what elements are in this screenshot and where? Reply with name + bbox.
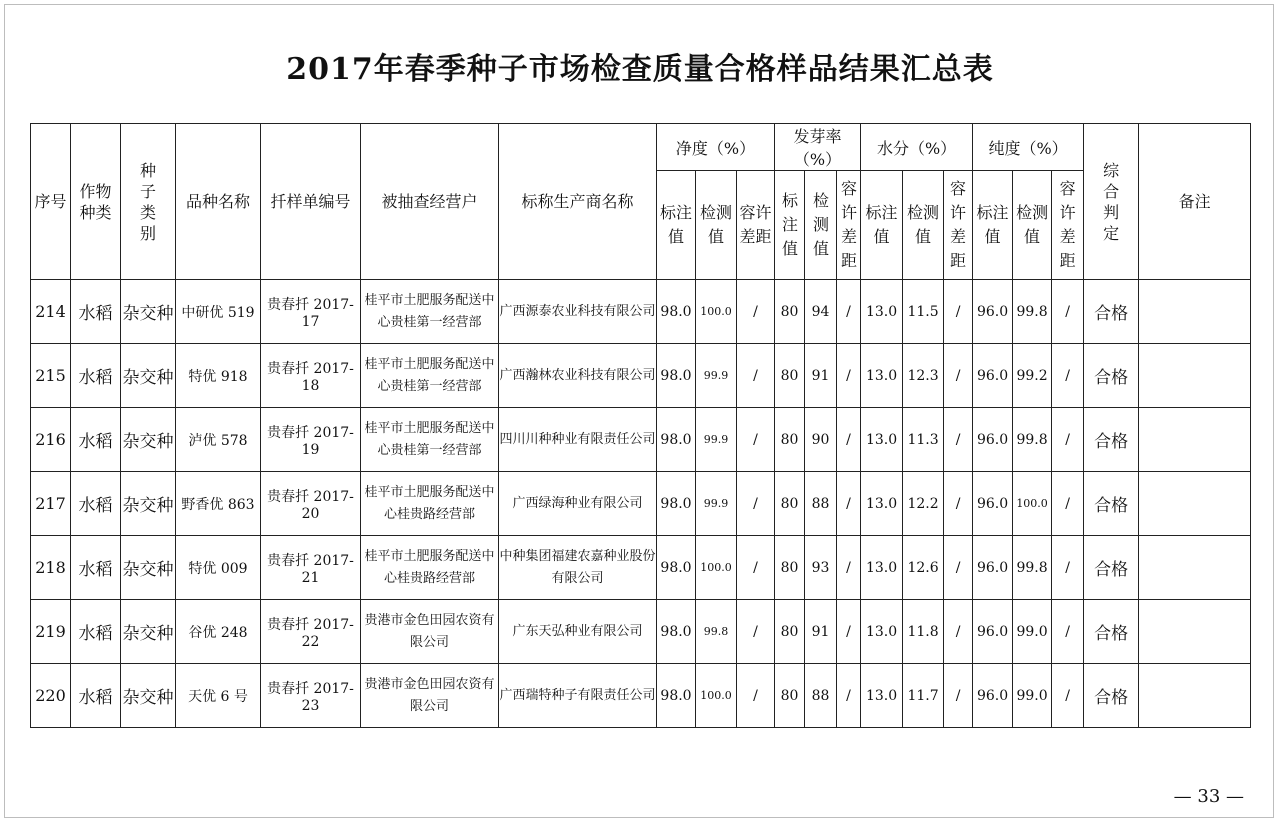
row-germ-tolerance: / — [837, 408, 861, 472]
row-sample-no: 贵春扦 2017-17 — [261, 280, 361, 344]
header-purity: 纯度（%） — [973, 124, 1084, 171]
row-net-measured: 100.0 — [696, 536, 737, 600]
table-row — [31, 408, 1251, 472]
page-number: — 33 — — [1173, 786, 1244, 807]
row-purity-labeled: 96.0 — [973, 344, 1013, 408]
row-purity-tolerance: / — [1052, 600, 1084, 664]
row-moist-labeled: 13.0 — [861, 344, 903, 408]
row-purity-tolerance: / — [1052, 280, 1084, 344]
row-moist-measured: 11.7 — [903, 664, 944, 728]
header-moisture: 水分（%） — [861, 124, 973, 171]
row-sample-no: 贵春扦 2017-19 — [261, 408, 361, 472]
row-variety: 天优 6 号 — [176, 664, 261, 728]
row-moist-tolerance: / — [944, 472, 973, 536]
row-seq: 219 — [31, 600, 71, 664]
header-purity-net: 净度（%） — [657, 124, 775, 171]
row-germ-tolerance: / — [837, 344, 861, 408]
sub-tolerance: 容许差距 — [737, 171, 775, 280]
row-producer: 广西绿海种业有限公司 — [499, 472, 657, 536]
row-crop: 水稻 — [71, 600, 121, 664]
row-moist-tolerance: / — [944, 536, 973, 600]
table-row — [31, 344, 1251, 408]
table-row — [31, 536, 1251, 600]
row-seq: 215 — [31, 344, 71, 408]
row-moist-measured: 12.2 — [903, 472, 944, 536]
row-judgment: 合格 — [1084, 472, 1139, 536]
sub-labeled: 标注值 — [861, 171, 903, 280]
header-sample-no: 扦样单编号 — [261, 124, 361, 280]
row-net-tolerance: / — [737, 472, 775, 536]
header-seq: 序号 — [31, 124, 71, 280]
row-sample-no: 贵春扦 2017-23 — [261, 664, 361, 728]
row-producer: 中种集团福建农嘉种业股份有限公司 — [499, 536, 657, 600]
row-moist-labeled: 13.0 — [861, 664, 903, 728]
sub-measured: 检测值 — [805, 171, 837, 280]
row-purity-measured: 99.0 — [1013, 664, 1052, 728]
row-seq: 218 — [31, 536, 71, 600]
row-net-labeled: 98.0 — [657, 536, 696, 600]
row-seed-type: 杂交种 — [121, 600, 176, 664]
sub-labeled: 标注值 — [657, 171, 696, 280]
sub-tolerance: 容许差距 — [837, 171, 861, 280]
header-judgment: 综合判定 — [1084, 124, 1139, 280]
row-purity-measured: 99.8 — [1013, 280, 1052, 344]
row-purity-tolerance: / — [1052, 536, 1084, 600]
row-germ-tolerance: / — [837, 664, 861, 728]
row-net-measured: 100.0 — [696, 664, 737, 728]
row-dealer: 桂平市土肥服务配送中心贵桂第一经营部 — [361, 344, 499, 408]
row-purity-labeled: 96.0 — [973, 472, 1013, 536]
row-moist-measured: 11.5 — [903, 280, 944, 344]
row-moist-tolerance: / — [944, 664, 973, 728]
row-purity-measured: 99.2 — [1013, 344, 1052, 408]
row-variety: 特优 918 — [176, 344, 261, 408]
row-dealer: 桂平市土肥服务配送中心贵桂第一经营部 — [361, 280, 499, 344]
row-crop: 水稻 — [71, 536, 121, 600]
row-dealer: 贵港市金色田园农资有限公司 — [361, 600, 499, 664]
row-germ-measured: 90 — [805, 408, 837, 472]
row-germ-measured: 91 — [805, 344, 837, 408]
document-title: 2017年春季种子市场检查质量合格样品结果汇总表 — [286, 52, 994, 87]
row-seed-type: 杂交种 — [121, 664, 176, 728]
table-row — [31, 472, 1251, 536]
row-net-labeled: 98.0 — [657, 344, 696, 408]
row-germ-labeled: 80 — [775, 600, 805, 664]
table-row — [31, 664, 1251, 728]
row-crop: 水稻 — [71, 472, 121, 536]
row-germ-labeled: 80 — [775, 344, 805, 408]
row-variety: 泸优 578 — [176, 408, 261, 472]
row-seq: 214 — [31, 280, 71, 344]
header-dealer: 被抽查经营户 — [361, 124, 499, 280]
row-purity-measured: 100.0 — [1013, 472, 1052, 536]
sub-labeled: 标注值 — [775, 171, 805, 280]
row-germ-measured: 88 — [805, 472, 837, 536]
row-judgment: 合格 — [1084, 600, 1139, 664]
row-remarks — [1139, 664, 1251, 728]
row-germ-tolerance: / — [837, 536, 861, 600]
row-variety: 谷优 248 — [176, 600, 261, 664]
row-germ-labeled: 80 — [775, 408, 805, 472]
row-judgment: 合格 — [1084, 664, 1139, 728]
sub-labeled: 标注值 — [973, 171, 1013, 280]
row-purity-measured: 99.8 — [1013, 536, 1052, 600]
row-moist-labeled: 13.0 — [861, 472, 903, 536]
row-remarks — [1139, 472, 1251, 536]
header-seed-type: 种子类别 — [121, 124, 176, 280]
row-net-measured: 99.9 — [696, 344, 737, 408]
sub-measured: 检测值 — [1013, 171, 1052, 280]
row-net-labeled: 98.0 — [657, 664, 696, 728]
row-remarks — [1139, 280, 1251, 344]
results-table — [30, 123, 1251, 728]
row-net-tolerance: / — [737, 408, 775, 472]
row-purity-labeled: 96.0 — [973, 408, 1013, 472]
row-moist-measured: 12.6 — [903, 536, 944, 600]
row-remarks — [1139, 536, 1251, 600]
row-purity-labeled: 96.0 — [973, 536, 1013, 600]
row-moist-tolerance: / — [944, 344, 973, 408]
row-germ-measured: 88 — [805, 664, 837, 728]
row-dealer: 桂平市土肥服务配送中心桂贵路经营部 — [361, 472, 499, 536]
row-producer: 四川川种种业有限责任公司 — [499, 408, 657, 472]
row-net-tolerance: / — [737, 600, 775, 664]
row-moist-tolerance: / — [944, 600, 973, 664]
table-body — [31, 280, 1251, 728]
row-moist-measured: 12.3 — [903, 344, 944, 408]
row-judgment: 合格 — [1084, 408, 1139, 472]
row-seed-type: 杂交种 — [121, 280, 176, 344]
row-crop: 水稻 — [71, 408, 121, 472]
row-net-labeled: 98.0 — [657, 280, 696, 344]
row-net-measured: 99.9 — [696, 408, 737, 472]
row-net-measured: 99.8 — [696, 600, 737, 664]
row-sample-no: 贵春扦 2017-20 — [261, 472, 361, 536]
row-germ-labeled: 80 — [775, 280, 805, 344]
row-moist-tolerance: / — [944, 280, 973, 344]
row-sample-no: 贵春扦 2017-21 — [261, 536, 361, 600]
sub-tolerance: 容许差距 — [944, 171, 973, 280]
row-dealer: 桂平市土肥服务配送中心贵桂第一经营部 — [361, 408, 499, 472]
row-judgment: 合格 — [1084, 344, 1139, 408]
row-net-tolerance: / — [737, 344, 775, 408]
header-producer: 标称生产商名称 — [499, 124, 657, 280]
row-germ-labeled: 80 — [775, 664, 805, 728]
row-seed-type: 杂交种 — [121, 408, 176, 472]
row-germ-labeled: 80 — [775, 536, 805, 600]
header-crop: 作物种类 — [71, 124, 121, 280]
row-purity-measured: 99.8 — [1013, 408, 1052, 472]
row-producer: 广东天弘种业有限公司 — [499, 600, 657, 664]
row-net-labeled: 98.0 — [657, 600, 696, 664]
row-purity-tolerance: / — [1052, 472, 1084, 536]
row-variety: 野香优 863 — [176, 472, 261, 536]
row-seed-type: 杂交种 — [121, 472, 176, 536]
row-purity-labeled: 96.0 — [973, 600, 1013, 664]
row-producer: 广西瑞特种子有限责任公司 — [499, 664, 657, 728]
row-net-labeled: 98.0 — [657, 472, 696, 536]
row-germ-tolerance: / — [837, 280, 861, 344]
row-moist-measured: 11.3 — [903, 408, 944, 472]
table-row — [31, 600, 1251, 664]
row-seed-type: 杂交种 — [121, 536, 176, 600]
row-moist-labeled: 13.0 — [861, 280, 903, 344]
row-crop: 水稻 — [71, 280, 121, 344]
row-judgment: 合格 — [1084, 280, 1139, 344]
row-germ-measured: 93 — [805, 536, 837, 600]
row-variety: 特优 009 — [176, 536, 261, 600]
row-purity-tolerance: / — [1052, 664, 1084, 728]
row-sample-no: 贵春扦 2017-18 — [261, 344, 361, 408]
table-row — [31, 280, 1251, 344]
header-germination: 发芽率（%） — [775, 124, 861, 171]
row-purity-tolerance: / — [1052, 408, 1084, 472]
row-seq: 220 — [31, 664, 71, 728]
row-remarks — [1139, 408, 1251, 472]
row-seq: 216 — [31, 408, 71, 472]
row-purity-measured: 99.0 — [1013, 600, 1052, 664]
row-remarks — [1139, 600, 1251, 664]
row-moist-tolerance: / — [944, 408, 973, 472]
row-germ-measured: 94 — [805, 280, 837, 344]
sub-tolerance: 容许差距 — [1052, 171, 1084, 280]
row-seq: 217 — [31, 472, 71, 536]
row-purity-tolerance: / — [1052, 344, 1084, 408]
row-net-tolerance: / — [737, 280, 775, 344]
row-variety: 中研优 519 — [176, 280, 261, 344]
row-germ-tolerance: / — [837, 472, 861, 536]
row-producer: 广西瀚林农业科技有限公司 — [499, 344, 657, 408]
row-dealer: 贵港市金色田园农资有限公司 — [361, 664, 499, 728]
row-net-labeled: 98.0 — [657, 408, 696, 472]
sub-measured: 检测值 — [696, 171, 737, 280]
row-seed-type: 杂交种 — [121, 344, 176, 408]
sub-measured: 检测值 — [903, 171, 944, 280]
row-germ-labeled: 80 — [775, 472, 805, 536]
header-remarks: 备注 — [1139, 124, 1251, 280]
row-moist-labeled: 13.0 — [861, 536, 903, 600]
row-purity-labeled: 96.0 — [973, 280, 1013, 344]
row-purity-labeled: 96.0 — [973, 664, 1013, 728]
row-sample-no: 贵春扦 2017-22 — [261, 600, 361, 664]
row-remarks — [1139, 344, 1251, 408]
row-moist-labeled: 13.0 — [861, 600, 903, 664]
row-net-tolerance: / — [737, 664, 775, 728]
row-moist-measured: 11.8 — [903, 600, 944, 664]
row-net-measured: 99.9 — [696, 472, 737, 536]
header-variety: 品种名称 — [176, 124, 261, 280]
row-net-measured: 100.0 — [696, 280, 737, 344]
row-crop: 水稻 — [71, 344, 121, 408]
row-germ-measured: 91 — [805, 600, 837, 664]
row-crop: 水稻 — [71, 664, 121, 728]
row-dealer: 桂平市土肥服务配送中心桂贵路经营部 — [361, 536, 499, 600]
row-judgment: 合格 — [1084, 536, 1139, 600]
row-net-tolerance: / — [737, 536, 775, 600]
row-producer: 广西源泰农业科技有限公司 — [499, 280, 657, 344]
row-moist-labeled: 13.0 — [861, 408, 903, 472]
row-germ-tolerance: / — [837, 600, 861, 664]
